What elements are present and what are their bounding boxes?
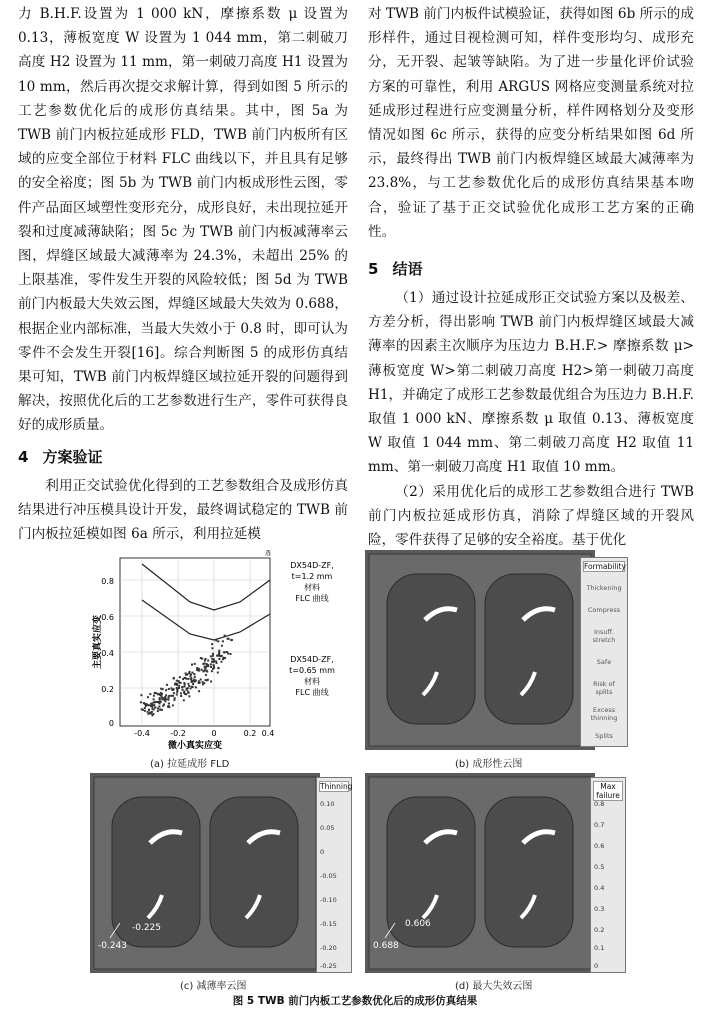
fld-xlabel: 微小真实应变 [167,741,223,750]
fld-strain-point [172,695,174,697]
fld-strain-point [158,693,160,695]
caption-a: (a) 拉延成形 FLD [150,759,230,770]
fld-strain-point [192,680,194,682]
fld-strain-point [159,701,161,703]
fld-strain-point [215,640,217,642]
fld-axes-frame [120,558,270,726]
fld-strain-point [168,705,170,707]
legend-compress: Compress [587,606,621,614]
fld-strain-point [191,664,193,666]
thinning-contour [90,773,320,973]
fld-strain-point [176,680,178,682]
fld-strain-point [202,683,204,685]
fld-strain-point [151,711,153,713]
right-paragraph-2: （1）通过设计拉延成形正交试验方案以及极差、方差分析，得出影响 TWB 前门内板焊缝区域最大减薄率的因素主次顺序为压边力 B.H.F.> 摩擦系数 μ>薄板宽度 W>第二刺破刀高度 H2>第一刺破刀高度 H1，并确定了成形工艺参数最优组合为压边力 B.H.F.取值 1 000 kN、摩擦系数 μ 取值 0.13、薄板宽度 W 取值 1 044 mm、第二刺破刀高度 H2 取值 11 mm、第一刺破刀高度 H1 取值 10 mm。 [368,290,694,476]
section-5-number: 5 [368,260,379,279]
fld-strain-point [152,714,154,716]
fld-strain-point [217,667,219,669]
section-4-heading [18,446,348,468]
fld-strain-point [170,695,172,697]
fld-strain-point [218,658,220,660]
fld-strain-point [207,660,209,662]
thinning-annotation-1: -0.225 [132,923,162,933]
fld-strain-point [140,701,142,703]
fld-strain-point [198,690,200,692]
fld-strain-point [159,698,161,700]
thinning-tick-7: -0.25 [320,962,337,970]
figure-5 [0,545,710,1012]
fld-strain-point [189,671,191,673]
right-paragraph-1: 对 TWB 前门内板件试模验证，获得如图 6b 所示的成形样件，通过目视检测可知，样件变形均匀、成形充分，无开裂、起皱等缺陷。为了进一步量化评价试验方案的可靠性，利用 ARGUS 网格应变测量系统对拉延成形过程进行应变测量分析，样件网格划分及变形情况如图 6c 所示，获得的应变分析结果如图 6d 所示，最终得出 TWB 前门内板焊缝区域最大减薄率为 23.8%，与工艺参数优化后的成形仿真结果基本吻合，验证了基于正交试验优化成形工艺方案的正确性。 [368,6,694,240]
fld-strain-point [164,699,166,701]
fld-strain-point [210,655,212,657]
fld-strain-point [190,687,192,689]
left-paragraph-1: 力 B.H.F.设置为 1 000 kN，摩擦系数 μ 设置为 0.13，薄板宽度 W 设置为 1 044 mm，第二刺破刀高度 H2 设置为 11 mm，第一刺破刀高度 H1 设置为 10 mm，然后再次提交求解计算，得到如图 5 所示的工艺参数优化后的成形仿真结果。其中，图 5a 为 TWB 前门内板拉延成形 FLD，TWB 前门内板所有区域的应变全部位于材料 FLC 曲线以下，并且具有足够的安全裕度；图 5b 为 TWB 前门内板成形性云图，零件产品面区域塑性变形充分，成形良好，未出现拉延开裂和过度减薄缺陷；图 5c 为 TWB 前门内板减薄率云图，焊缝区域最大减薄率为 24.3%，未超出 25% 的上限基准，零件发生开裂的风险较低；图 5d 为 TWB 前门内板最大失效云图，焊缝区域最大失效为 0.688，根据企业内部标准，当最大失效小于 0.8 时，即可认为零件不会发生开裂[16]。综合判断图 5 的成形仿真结果可知，TWB 前门内板焊缝区域拉延开裂的问题得到解决，按照优化后的工艺参数进行生产，零件可获得良好的成形质量。 [18,6,348,434]
section-4-number: 4 [18,447,29,466]
failure-tick-1: 0.7 [594,821,605,829]
fld-strain-point [173,678,175,680]
fld-ytick-2: 0.4 [101,649,114,658]
fld-strain-point [231,639,233,641]
fld-strain-point [191,686,193,688]
curve2-label-2: t=0.65 mm [289,666,335,675]
fld-strain-point [188,685,190,687]
fld-strain-point [158,706,160,708]
thinning-tick-0: 0.10 [320,800,335,808]
fld-strain-point [217,640,219,642]
fld-strain-point [168,688,170,690]
fld-strain-point [192,683,194,685]
curve1-label-1: DX54D-ZF, [290,561,334,570]
fld-strain-point [194,681,196,683]
fld-strain-point [226,651,228,653]
legend-excess-thinning: Excess thinning [590,706,618,722]
fld-strain-point [187,683,189,685]
fld-strain-point [182,689,184,691]
curve2-label-3: 材料 [304,677,320,686]
fld-strain-point [168,703,170,705]
fld-strain-point [188,678,190,680]
fld-ylabel: 主要真实应变 [93,614,103,670]
caption-c: (c) 减薄率云图 [180,981,247,992]
fld-strain-point [230,653,232,655]
fld-strain-point [144,707,146,709]
fld-strain-point [178,685,180,687]
fld-strain-point [192,672,194,674]
fld-xtick-2: 0 [211,729,217,738]
caption-b: (b) 成形性云图 [455,759,523,770]
thinning-legend [316,777,352,973]
curve2-label-4: FLC 曲线 [295,688,329,697]
fld-strain-point [161,698,163,700]
fld-xtick-0: -0.4 [134,729,150,738]
fld-strain-point [162,705,164,707]
fld-strain-point [157,708,159,710]
fld-strain-point [148,709,150,711]
fld-strain-point [179,676,181,678]
fld-ytick-1: 0.6 [101,613,114,622]
fld-strain-point [166,684,168,686]
fld-strain-point [198,680,200,682]
fld-strain-point [207,679,209,681]
failure-tick-2: 0.6 [594,842,605,850]
thinning-tick-3: -0.05 [320,872,337,880]
fld-strain-point [162,688,164,690]
max-failure-contour [365,773,595,973]
failure-annotation-1: 0.606 [405,919,431,929]
fld-strain-point [168,699,170,701]
fld-strain-point [228,638,230,640]
fld-strain-point [205,674,207,676]
fld-strain-point [151,704,153,706]
fld-strain-point [221,655,223,657]
legend-thickening: Thickening [586,584,622,592]
fld-strain-point [211,661,213,663]
fld-strain-point [168,697,170,699]
failure-annotation-2: 0.688 [373,941,399,951]
fld-strain-point [217,672,219,674]
fld-xtick-4: 0.4 [261,729,275,738]
left-column [18,2,348,546]
failure-tick-0: 0.8 [594,800,605,808]
fld-strain-point [224,635,226,637]
curve1-label-4: FLC 曲线 [295,594,329,603]
fld-strain-point [201,669,203,671]
fld-strain-point [213,666,215,668]
failure-tick-4: 0.4 [594,884,605,892]
fld-strain-point [181,686,183,688]
fld-strain-point [200,679,202,681]
fld-strain-point [187,687,189,689]
fld-strain-point [211,647,213,649]
fld-strain-point [183,682,185,684]
failure-tick-5: 0.3 [594,905,605,913]
thinning-tick-6: -0.20 [320,944,337,952]
right-column [368,2,694,552]
fld-strain-point [210,681,212,683]
fld-xtick-3: 0.2 [243,729,257,738]
fld-strain-point [190,677,192,679]
fld-strain-point [151,708,153,710]
fld-strain-point [151,705,153,707]
fld-strain-point [164,696,166,698]
fld-ytick-0: 0.8 [101,577,114,586]
fld-strain-point [220,661,222,663]
fld-strain-point [194,676,196,678]
fld-strain-point [152,702,154,704]
fld-strain-point [202,681,204,683]
curve1-label-2: t=1.2 mm [291,572,333,581]
fld-strain-point [183,699,185,701]
failure-tick-8: 0 [594,962,599,970]
fld-strain-point [176,687,178,689]
fld-strain-point [182,678,184,680]
fld-strain-point [160,709,162,711]
legend-insuff-stretch: Insuff. stretch [592,628,616,644]
thinning-tick-4: -0.10 [320,896,337,904]
fld-strain-point [210,663,212,665]
section-4-title: 方案验证 [42,447,103,466]
section-5-heading [368,258,694,280]
fld-strain-point [221,645,223,647]
door-inner-panel-b [365,550,595,750]
fld-strain-point [189,675,191,677]
fld-strain-point [217,655,219,657]
thinning-tick-5: -0.15 [320,920,337,928]
fld-ytick-4: 0 [108,719,114,728]
fld-strain-point [140,694,142,696]
fld-strain-point [187,691,189,693]
fld-strain-point [207,664,209,666]
fld-strain-point [204,660,206,662]
fld-strain-point [206,671,208,673]
fld-strain-point [173,699,175,701]
fld-strain-point [218,650,220,652]
left-paragraph-2: 利用正交试验优化得到的工艺参数组合及成形仿真结果进行冲压模具设计开发，最终调试稳定的 TWB 前门内板拉延模如图 6a 所示，利用拉延模 [18,477,348,543]
fld-strain-point [194,663,196,665]
fld-strain-point [180,695,182,697]
fld-strain-point [172,689,174,691]
fld-strain-point [201,658,203,660]
fld-strain-point [178,687,180,689]
fld-strain-point [184,685,186,687]
formability-legend [580,557,628,747]
fld-strain-point [142,709,144,711]
fld-strain-point [180,692,182,694]
fld-strain-point [165,689,167,691]
fld-strain-point [188,695,190,697]
formability-legend-title: Formability [584,562,626,571]
fld-strain-point [211,643,213,645]
legend-splits: Splits [595,732,613,740]
fld-strain-point [193,673,195,675]
thinning-legend-title: Thinning [320,782,353,791]
fld-strain-point [176,694,178,696]
fld-strain-point [210,666,212,668]
curve1-label-3: 材料 [304,583,320,592]
failure-tick-3: 0.5 [594,863,605,871]
fld-strain-point [176,684,178,686]
fld-xtick-1: -0.2 [170,729,186,738]
legend-safe: Safe [596,658,612,666]
fld-strain-point [176,691,178,693]
fld-strain-point [184,677,186,679]
fld-strain-point [173,692,175,694]
fld-strain-point [218,653,220,655]
fld-strain-point [213,658,215,660]
fld-strain-point [178,681,180,683]
fld-plot [90,550,352,750]
fld-panel [90,550,352,750]
thinning-tick-1: 0.05 [320,824,335,832]
curve2-label-1: DX54D-ZF, [290,655,334,664]
caption-d: (d) 最大失效云图 [455,981,533,992]
fld-strain-point [216,662,218,664]
fld-strain-point [203,670,205,672]
fld-strain-point [149,693,151,695]
fld-strain-point [223,657,225,659]
fld-strain-point [149,712,151,714]
fld-ytick-3: 0.2 [101,685,114,694]
fld-strain-point [224,651,226,653]
fld-corner-mark: 透 [265,550,272,557]
fld-strain-point [157,710,159,712]
failure-legend-title: Max failure [593,781,623,801]
fld-strain-point [144,703,146,705]
failure-tick-6: 0.2 [594,926,605,934]
section-5-title: 结语 [392,260,423,279]
fld-strain-point [172,704,174,706]
fld-strain-point [154,701,156,703]
failure-tick-7: 0.1 [594,944,605,952]
fld-strain-point [195,686,197,688]
fld-strain-point [203,663,205,665]
right-paragraph-3: （2）采用优化后的成形工艺参数组合进行 TWB 前门内板拉延成形仿真，消除了焊缝区域的开裂风险，零件获得了足够的安全裕度。基于优化 [368,483,694,549]
fld-strain-point [153,698,155,700]
fld-strain-point [185,672,187,674]
fld-strain-point [155,692,157,694]
door-inner-panel-d [365,773,595,973]
fld-strain-point [212,655,214,657]
fld-strain-point [198,670,200,672]
figure-5-title: 图 5 TWB 前门内板工艺参数优化后的成形仿真结果 [232,995,478,1007]
fld-strain-point [147,696,149,698]
fld-strain-point [211,670,213,672]
fld-strain-point [190,673,192,675]
fld-strain-point [153,695,155,697]
fld-strain-point [144,710,146,712]
fld-strain-point [154,706,156,708]
fld-strain-point [222,640,224,642]
fld-strain-point [147,711,149,713]
thinning-annotation-2: -0.243 [98,941,128,951]
formability-contour [365,550,595,750]
legend-risk-of-splits: Risk of splits [593,680,615,696]
fld-strain-point [183,692,185,694]
fld-strain-point [153,704,155,706]
fld-strain-point [212,653,214,655]
failure-legend [590,777,626,973]
thinning-tick-2: 0 [320,848,325,856]
